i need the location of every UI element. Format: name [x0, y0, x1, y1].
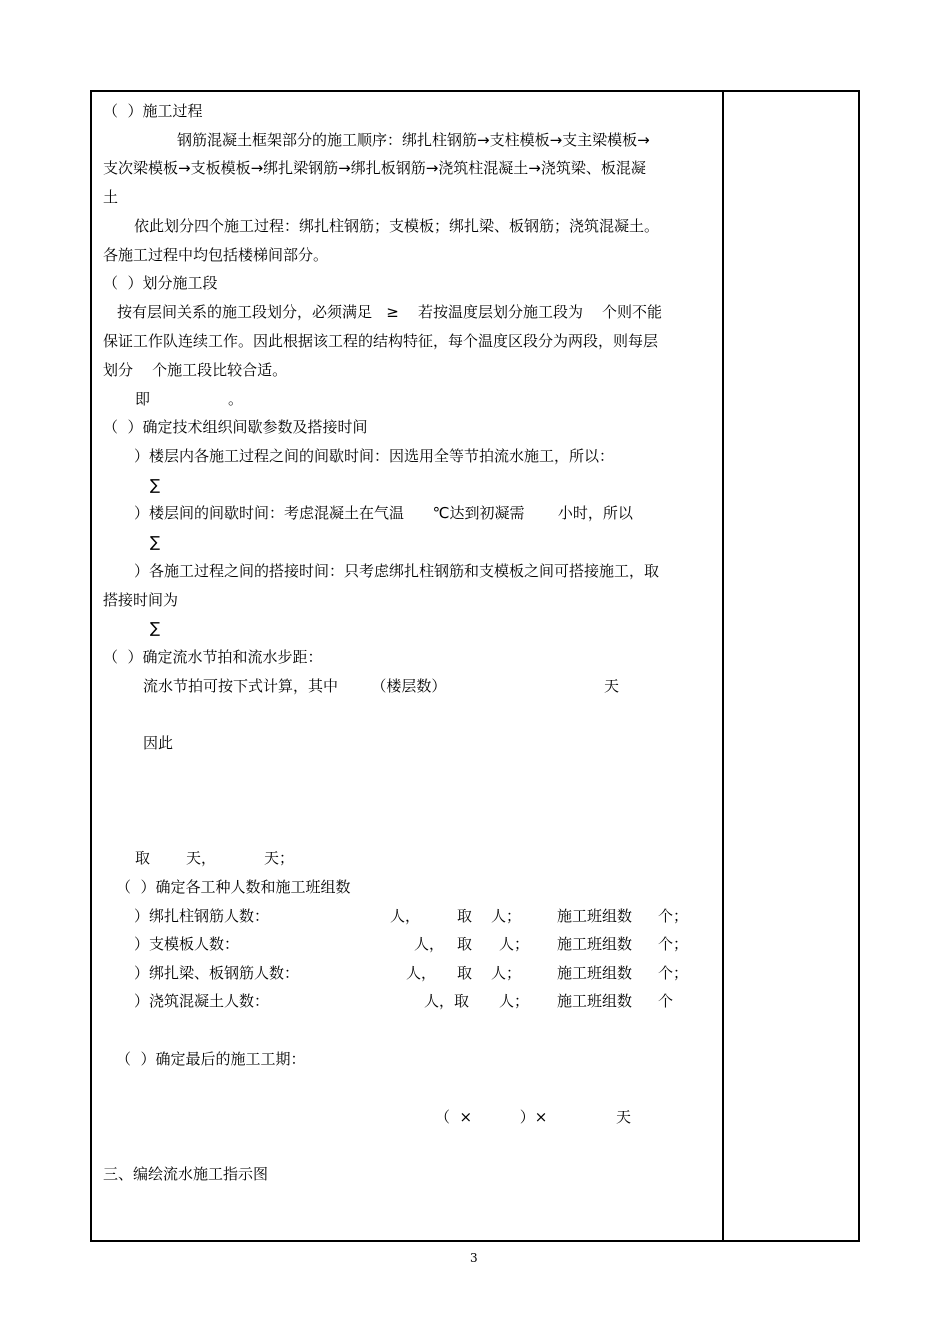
text-line: 天；	[264, 849, 295, 867]
page-number: 3	[470, 1251, 478, 1265]
text-line: 支次梁模板→支板模板→绑扎梁钢筋→绑扎板钢筋→浇筑柱混凝土→浇筑梁、板混凝	[103, 159, 646, 177]
text-line: 保证工作队连续工作。因此根据该工程的结构特征，每个温度区段分为两段，则每层	[103, 332, 659, 350]
text-line: 个；	[658, 907, 689, 925]
text-line: 人；	[499, 992, 530, 1010]
text-line: 流水节拍可按下式计算，其中 （楼层数）	[143, 677, 447, 695]
text-line: ∑	[150, 619, 161, 637]
text-line: 取	[457, 964, 473, 982]
text-line: 施工班组数	[557, 964, 633, 982]
text-line: （ ）施工过程	[103, 102, 203, 120]
text-line: 取	[457, 935, 473, 953]
text-line: 个；	[658, 935, 689, 953]
text-line: 施工班组数	[557, 935, 633, 953]
text-line: （ × ）×	[435, 1108, 548, 1126]
text-line: ）支模板人数：	[134, 935, 240, 953]
text-line: 天	[616, 1108, 632, 1126]
text-line: 个；	[658, 964, 689, 982]
text-line: 钢筋混凝土框架部分的施工顺序：绑扎柱钢筋→支柱模板→支主梁模板→	[177, 131, 650, 149]
text-line: （ ）划分施工段	[103, 274, 218, 292]
text-line: 即	[135, 390, 151, 408]
text-line: 三、编绘流水施工指示图	[103, 1165, 269, 1183]
text-line: 个	[658, 992, 674, 1010]
text-line: 施工班组数	[557, 992, 633, 1010]
column-divider	[722, 90, 724, 1242]
text-line: ）各施工过程之间的搭接时间：只考虑绑扎柱钢筋和支模板之间可搭接施工，取	[134, 562, 660, 580]
text-line: 人；	[499, 935, 530, 953]
text-line: 人，	[414, 935, 445, 953]
text-line: 。	[228, 390, 244, 408]
text-line: 取	[135, 849, 151, 867]
text-line: ∑	[150, 533, 161, 551]
text-line: ）绑扎梁、板钢筋人数：	[134, 964, 300, 982]
text-line: 人；	[491, 907, 522, 925]
text-line: 人；	[491, 964, 522, 982]
text-line: 土	[103, 188, 119, 206]
text-line: 按有层间关系的施工段划分，必须满足 ≥ 若按温度层划分施工段为 个则不能	[117, 303, 663, 321]
text-line: 划分 个施工段比较合适。	[103, 361, 288, 379]
text-line: 各施工过程中均包括楼梯间部分。	[103, 246, 329, 264]
text-line: （ ）确定技术组织间歇参数及搭接时间	[103, 418, 368, 436]
text-line: 依此划分四个施工过程：绑扎柱钢筋；支模板；绑扎梁、板钢筋；浇筑混凝土。	[134, 217, 660, 235]
text-line: ）绑扎柱钢筋人数：	[134, 907, 270, 925]
text-line: ∑	[150, 476, 161, 494]
text-line: 人，	[390, 907, 421, 925]
text-line: 取	[457, 907, 473, 925]
text-line: 搭接时间为	[103, 591, 179, 609]
text-line: （ ）确定最后的施工工期：	[116, 1050, 306, 1068]
text-line: 因此	[143, 734, 174, 752]
text-line: 天，	[186, 849, 217, 867]
text-line: ）浇筑混凝土人数：	[134, 992, 270, 1010]
text-line: 天	[604, 677, 620, 695]
text-line: ）楼层间的间歇时间：考虑混凝土在气温 ℃达到初凝需 小时，所以	[134, 504, 633, 522]
text-line: 人，取	[424, 992, 470, 1010]
text-line: ）楼层内各施工过程之间的间歇时间：因选用全等节拍流水施工，所以：	[134, 447, 615, 465]
text-line: 施工班组数	[557, 907, 633, 925]
text-line: （ ）确定各工种人数和施工班组数	[116, 878, 351, 896]
text-line: 人，	[406, 964, 437, 982]
text-line: （ ）确定流水节拍和流水步距：	[103, 648, 323, 666]
